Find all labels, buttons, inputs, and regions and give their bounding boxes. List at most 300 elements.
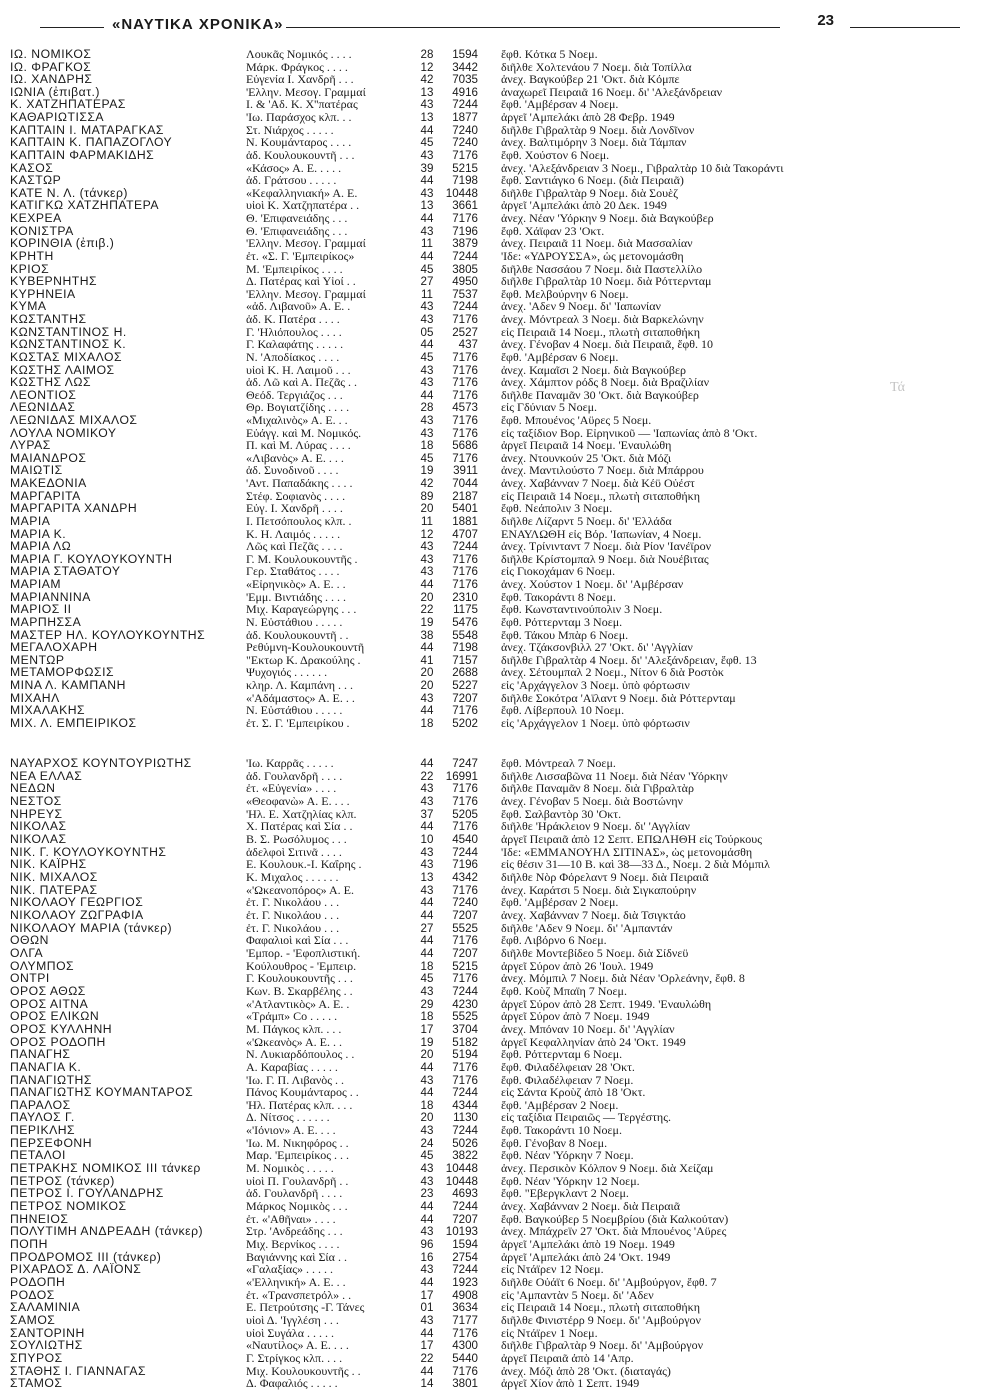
ship-tonnage: 7176 (452, 578, 478, 592)
ship-tonnage: 7244 (452, 1124, 478, 1138)
ship-tonnage: 2527 (452, 325, 478, 339)
ship-status: διῆλθε Φινιστέρρ 9 Νοεμ. δι' 'Αμβούργον (501, 1314, 701, 1328)
ship-status: ἔφθ. Ρόττερνταμ 3 Νοεμ. (501, 615, 623, 629)
ship-row (0, 288, 1000, 301)
ship-year: 44 (420, 641, 434, 655)
ship-tonnage: 7035 (452, 73, 478, 87)
ship-status: ἀνεχ. 'Αδεν 9 Νοεμ. δι' 'Ιαπωνίαν (501, 300, 661, 314)
ship-owner: «Ναυτίλος» Α. Ε. . . . (246, 1339, 349, 1353)
page-header (40, 10, 960, 36)
ship-name: ΜΑΡΙΑ Γ. ΚΟΥΛΟΥΚΟΥΝΤΗ (10, 552, 173, 566)
ship-row (0, 452, 1000, 465)
ship-owner: 'Ιω. Μ. Νικηφόρος . . (246, 1136, 349, 1150)
ship-name: ΝΙΚΟΛΑΣ (10, 832, 67, 846)
ship-year: 18 (420, 959, 434, 973)
ship-year: 16 (420, 1250, 434, 1264)
ship-status: ἀνεχ. Μόζι ἀπὸ 28 'Οκτ. (διαταγάς) (501, 1364, 671, 1378)
ship-tonnage: 7240 (452, 896, 478, 910)
ship-year: 44 (420, 338, 434, 352)
ship-status: ἔφθ. Λιβόρνο 6 Νοεμ. (501, 934, 607, 948)
ship-row (0, 1301, 1000, 1314)
ship-row (0, 1187, 1000, 1200)
ship-status: ἔφθ. Νέαν 'Υόρκην 7 Νοεμ. (501, 1149, 634, 1163)
ship-tonnage: 7196 (452, 224, 478, 238)
ship-name: ΠΟΠΗ (10, 1238, 48, 1252)
ship-year: 17 (420, 1339, 434, 1353)
ship-owner: Στ. Νιάρχος . . . . . (246, 123, 334, 137)
ship-name: ΚΩΝΣΤΑΝΤΙΝΟΣ Κ. (10, 338, 127, 352)
ship-tonnage: 7207 (452, 691, 478, 705)
ship-owner: «'Ωκεανοπόρος» Α. Ε. (246, 883, 355, 897)
ship-tonnage: 7247 (452, 757, 478, 770)
ship-tonnage: 1923 (452, 1276, 478, 1290)
bleed-through-text: Τά (890, 380, 905, 395)
ship-row (0, 86, 1000, 99)
ship-tonnage: 7176 (452, 350, 478, 364)
ship-owner: «Κεφαλληνιακή» Α. Ε. (246, 186, 358, 200)
ship-status: ἀνεχ. Καράτσι 5 Νοεμ. διὰ Σιγκαπούρην (501, 883, 697, 897)
ship-year: 43 (420, 565, 434, 579)
ship-year: 12 (420, 527, 434, 541)
ship-row (0, 1200, 1000, 1213)
ship-owner: 'Εμμ. Βιντιάδης . . . . (246, 590, 347, 604)
ship-year: 45 (420, 262, 434, 276)
ship-tonnage: 4540 (452, 832, 478, 846)
ship-status: ἀνεχ. Περσικὸν Κόλπον 9 Νοεμ. διὰ Χείζαμ (501, 1162, 714, 1176)
ship-status: ἔφθ. Ρόττερνταμ 6 Νοεμ. (501, 1048, 623, 1062)
ship-owner: Μιχ. Καραγεώργης . . . (246, 603, 357, 617)
ship-row (0, 351, 1000, 364)
ship-status: διῆλθε Νὸρ Φόρελαντ 9 Νοεμ. διὰ Πειραιᾶ (501, 870, 709, 884)
ship-tonnage: 5205 (452, 807, 478, 821)
ship-year: 43 (420, 794, 434, 808)
ship-tonnage: 4300 (452, 1339, 478, 1353)
ship-year: 96 (420, 1238, 434, 1252)
ship-year: 43 (420, 691, 434, 705)
ship-status: ἀνεχ. Χαβάνναν 7 Νοεμ. διὰ Κέϋ Οὐέστ (501, 477, 695, 491)
ship-owner: Μ. 'Εμπειρίκος . . . . (246, 262, 343, 276)
ship-owner: Γ. Μ. Κουλουκουντῆς . (246, 552, 358, 566)
ship-row (0, 1099, 1000, 1112)
ship-owner: ἀδ. Λῶ καὶ Α. Πεζᾶς . . (246, 376, 358, 390)
ship-owner: Ε. Κουλουκ.-Ι. Καΐρης . (246, 858, 362, 872)
ship-status: ἔφθ. Μελβούρνην 6 Νοεμ. (501, 287, 629, 301)
ship-year: 44 (420, 1326, 434, 1340)
ship-row (0, 1263, 1000, 1276)
ship-tonnage: 5525 (452, 1010, 478, 1024)
ship-owner: Κων. Β. Σκαρβέλης . . (246, 984, 353, 998)
ship-status: ἔφθ. Φιλαδέλφειαν 7 Νοεμ. (501, 1073, 634, 1087)
ship-status: ἀνεχ. Μόντρεαλ 3 Νοεμ. διὰ Βαρκελώνην (501, 313, 704, 327)
ship-name: ΝΕΣΤΟΣ (10, 794, 62, 808)
ship-name: ΚΩΣΤΗΣ ΛΑΙΜΟΣ (10, 363, 115, 377)
ship-tonnage: 7176 (452, 1326, 478, 1340)
ship-status: ἀνεχ. Τζάκσονβιλλ 27 'Οκτ. δι' 'Αγγλίαν (501, 641, 693, 655)
ship-owner: 'Εμπορ. - 'Εφοπλιστική. (246, 946, 361, 960)
ship-owner: Θ. 'Επιφανειάδης . . . (246, 212, 348, 226)
ship-status: ἀνεχ. Χάμπτον ρόδς 8 Νοεμ. διὰ Βραζιλίαν (501, 376, 710, 390)
ship-tonnage: 7176 (452, 934, 478, 948)
ship-year: 29 (420, 997, 434, 1011)
ship-tonnage: 7176 (452, 413, 478, 427)
ship-status: ἀνεχ. Βαγκούβερ 21 'Οκτ. διὰ Κόμπε (501, 73, 680, 87)
header-rule-middle (286, 27, 780, 28)
ship-name: ΝΙΚ. ΚΑΪΡΗΣ (10, 858, 87, 872)
ship-year: 14 (420, 1377, 434, 1390)
ship-name: ΠΕΤΡΟΣ Ι. ΓΟΥΛΑΝΔΡΗΣ (10, 1187, 164, 1201)
ship-tonnage: 5215 (452, 959, 478, 973)
ship-tonnage: 7244 (452, 540, 478, 554)
ship-row (0, 540, 1000, 553)
ship-tonnage: 7176 (452, 552, 478, 566)
ship-row (0, 1149, 1000, 1162)
ship-tonnage: 5476 (452, 615, 478, 629)
ship-status: 'Ιδε: «ΕΜΜΑΝΟΥΗΛ ΣΙΤΙΝΑΣ», ὡς μετονομάσθη (501, 845, 753, 859)
ship-name: ΠΕΡΙΚΛΗΣ (10, 1124, 76, 1138)
ship-row (0, 1339, 1000, 1352)
ship-year: 38 (420, 628, 434, 642)
ship-tonnage: 5182 (452, 1035, 478, 1049)
ship-name: ΠΡΟΔΡΟΜΟΣ ΙΙΙ (τάνκερ) (10, 1250, 162, 1264)
ship-status: ἔφθ. Φιλαδέλφειαν 28 'Οκτ. (501, 1060, 635, 1074)
ship-tonnage: 1594 (452, 1238, 478, 1252)
ship-status: ἔφθ. Τακοράντι 10 Νοεμ. (501, 1124, 622, 1138)
ship-name: ΜΑΡΠΗΣΣΑ (10, 615, 82, 629)
ship-status: ἔφθ. Τακοράντι 8 Νοεμ. (501, 590, 616, 604)
ship-tonnage: 5440 (452, 1352, 478, 1366)
ship-name: ΠΑΝΑΓΙΑ Κ. (10, 1060, 82, 1074)
ship-row (0, 427, 1000, 440)
ship-row (0, 1238, 1000, 1251)
ship-owner: 'Ελλην. Μεσογ. Γραμμαί (246, 237, 366, 251)
ship-status: εἰς ταξίδιον Βορ. Εἰρηνικοῦ — 'Ιαπωνίας ἀπὸ 8 'Οκτ. (501, 426, 758, 440)
ship-name: ΚΡΙΟΣ (10, 262, 50, 276)
ship-row (0, 199, 1000, 212)
ship-name: ΚΑΣΟΣ (10, 161, 54, 175)
ship-year: 11 (420, 287, 434, 301)
ship-status: ἀργεῖ Σύρον ἀπὸ 28 Σεπτ. 1949. 'Εναυλώθη (501, 997, 712, 1011)
ship-row (0, 578, 1000, 591)
ship-tonnage: 7537 (452, 287, 478, 301)
ship-year: 43 (420, 1314, 434, 1328)
ship-owner: ἀδ. Γουλανδρῆ . . . . (246, 1187, 343, 1201)
ship-status: εἰς Ντάϊρεν 1 Νοεμ. (501, 1326, 598, 1340)
ship-name: ΣΟΥΛΙΩΤΗΣ (10, 1339, 83, 1353)
ship-row (0, 98, 1000, 111)
ship-row (0, 947, 1000, 960)
ship-name: ΠΑΝΑΓΙΩΤΗΣ (10, 1073, 92, 1087)
ship-row (0, 1365, 1000, 1378)
ship-tonnage: 1594 (452, 48, 478, 61)
ship-name: ΜΑΙΑΝΔΡΟΣ (10, 451, 87, 465)
ship-year: 45 (420, 451, 434, 465)
ship-name: ΚΑΤΕ Ν. Λ. (τάνκερ) (10, 186, 128, 200)
ship-owner: Βαγιάννης καὶ Σία . . (246, 1250, 347, 1264)
ship-row (0, 1327, 1000, 1340)
ship-status: ἀνεχ. Βαλτιμόρην 3 Νοεμ. διὰ Τάμπαν (501, 136, 687, 150)
ship-status: ἀνεχ. Μπόναν 10 Νοεμ. δι' 'Αγγλίαν (501, 1022, 675, 1036)
ship-status: ἀργεῖ Σύρον ἀπὸ 7 Νοεμ. 1949 (501, 1010, 650, 1024)
ship-year: 28 (420, 48, 434, 61)
ship-status: διῆλθε Μοντεβίδεο 5 Νοεμ. διὰ Σίδνεϋ (501, 946, 689, 960)
ship-year: 43 (420, 376, 434, 390)
ship-status: εἰς 'Αρχάγγελον 3 Νοεμ. ὑπὸ φόρτωσιν (501, 679, 690, 692)
ship-row (0, 149, 1000, 162)
ship-tonnage: 3634 (452, 1301, 478, 1315)
ship-owner: Μιχ. Βερνίκος . . . . (246, 1238, 340, 1252)
ship-year: 43 (420, 1225, 434, 1239)
ship-year: 44 (420, 249, 434, 263)
ship-row (0, 704, 1000, 717)
ship-year: 43 (420, 1263, 434, 1277)
ship-name: ΛΥΡΑΣ (10, 439, 51, 453)
ship-year: 44 (420, 174, 434, 188)
ship-status: ἔφθ. 'Αμβέρσαν 4 Νοεμ. (501, 98, 619, 112)
ship-year: 45 (420, 1149, 434, 1163)
ship-year: 43 (420, 782, 434, 796)
ship-year: 19 (420, 615, 434, 629)
ship-owner: Φαφαλιοὶ καὶ Σία . . . (246, 934, 349, 948)
ship-name: ΟΝΤΡΙ (10, 972, 50, 986)
header-rule-left (40, 27, 104, 28)
ship-row (0, 858, 1000, 871)
ship-name: ΚΕΧΡΕΑ (10, 212, 62, 226)
ship-owner: Χ. Πατέρας καὶ Σία . . (246, 820, 353, 834)
ship-tonnage: 7244 (452, 1200, 478, 1214)
publication-title: «ΝΑΥΤΙΚΑ ΧΡΟΝΙΚΑ» (112, 16, 284, 33)
ship-year: 43 (420, 1162, 434, 1176)
ship-status: ἀργεῖ 'Αμπελάκι ἀπὸ 24 'Οκτ. 1949 (501, 1250, 671, 1264)
ship-owner: Μάρκος Νομικὸς . . . (246, 1200, 348, 1214)
ship-row (0, 833, 1000, 846)
ship-owner: «Γαλαξίας» . . . . . (246, 1263, 333, 1277)
ship-year: 22 (420, 603, 434, 617)
ship-owner: Εὐάγγ. καὶ Μ. Νομικός. (246, 426, 362, 440)
ship-name: ΝΙΚΟΛΑΟΥ ΖΩΓΡΑΦΙΑ (10, 908, 144, 922)
ship-owner: ἀδ. Κουλουκουντῆ . . (246, 628, 349, 642)
ship-owner: Μιχ. Κουλουκουντῆς . . (246, 1364, 361, 1378)
ship-name: ΝΕΔΩΝ (10, 782, 56, 796)
ship-owner: Γ. 'Ηλιόπουλος . . . . (246, 325, 342, 339)
ship-status: εἰς Ντάϊρεν 12 Νοεμ. (501, 1263, 604, 1277)
ship-owner: «'Αδάμαστος» Α. Ε. . . (246, 691, 355, 705)
ship-year: 44 (420, 934, 434, 948)
ship-year: 43 (420, 984, 434, 998)
ship-year: 43 (420, 883, 434, 897)
ship-name: ΣΑΛΑΜΙΝΙΑ (10, 1301, 81, 1315)
ship-name: ΜΑΚΕΔΟΝΙΑ (10, 477, 87, 491)
ship-name: ΚΑΤΙΓΚΩ ΧΑΤΖΗΠΑΤΕΡΑ (10, 199, 160, 213)
ship-year: 43 (420, 1073, 434, 1087)
ship-name: ΛΕΟΝΤΙΟΣ (10, 388, 77, 402)
ship-year: 44 (420, 908, 434, 922)
ship-row (0, 896, 1000, 909)
ship-year: 17 (420, 1022, 434, 1036)
ship-status: ἀργεῖ Σύρον ἀπὸ 26 'Ιουλ. 1949 (501, 959, 654, 973)
ship-year: 01 (420, 1301, 434, 1315)
ship-name: ΚΥΜΑ (10, 300, 47, 314)
ship-tonnage: 5401 (452, 502, 478, 516)
ship-year: 44 (420, 1276, 434, 1290)
ship-status: εἰς Πειραιᾶ 14 Νοεμ., πλωτὴ σιταποθήκη (501, 1301, 700, 1315)
ship-name: ΟΡΟΣ ΡΟΔΟΠΗ (10, 1035, 106, 1049)
ship-year: 43 (420, 1174, 434, 1188)
ship-owner: ἐτ. «'Αθῆναι» . . . . (246, 1212, 336, 1226)
ship-row (0, 808, 1000, 821)
ship-name: ΝΙΚΟΛΑΟΥ ΜΑΡΙΑ (τάνκερ) (10, 921, 173, 935)
ship-name: ΜΙΝΑ Λ. ΚΑΜΠΑΝΗ (10, 679, 126, 692)
ship-row (0, 960, 1000, 973)
ship-year: 43 (420, 363, 434, 377)
ship-row (0, 757, 1000, 770)
ship-owner: 'Ηλ. Ε. Χατζηλίας κλπ. (246, 807, 357, 821)
ship-row (0, 111, 1000, 124)
ship-status: διῆλθε Λίζαρντ 5 Νοεμ. δι' 'Ελλάδα (501, 514, 672, 528)
ship-name: ΜΕΤΑΜΟΡΦΩΣΙΣ (10, 666, 114, 680)
ship-status: ἔφθ. "Εβεργκλαντ 2 Νοεμ. (501, 1187, 629, 1201)
ship-owner: «Λιβανὸς» Α. Ε. . . . (246, 451, 344, 465)
ship-row (0, 629, 1000, 642)
ship-name: ΛΕΩΝΙΔΑΣ ΜΙΧΑΛΟΣ (10, 413, 138, 427)
ship-name: ΟΡΟΣ ΚΥΛΛΗΝΗ (10, 1022, 113, 1036)
ship-owner: Στέφ. Σοφιανὸς . . . . (246, 489, 346, 503)
ship-owner: 'Ελλην. Μεσογ. Γραμμαί (246, 85, 366, 99)
ship-row (0, 1213, 1000, 1226)
ship-name: ΠΟΛΥΤΙΜΗ ΑΝΔΡΕΑΔΗ (τάνκερ) (10, 1225, 204, 1239)
ship-name: ΙΩΝΙΑ (ἐπιβατ.) (10, 85, 100, 99)
ship-year: 27 (420, 275, 434, 289)
ship-row (0, 313, 1000, 326)
ship-status: εἰς θέσιν 31—10 Β. καὶ 38—33 Δ., Νοεμ. 2 διὰ Μόμπιλ (501, 858, 770, 872)
ship-tonnage: 7176 (452, 1060, 478, 1074)
header-rule-right (850, 27, 960, 28)
ship-name: ΚΑΠΤΑΙΝ ΦΑΡΜΑΚΙΔΗΣ (10, 148, 155, 162)
ship-name: ΠΕΤΡΟΣ (τάνκερ) (10, 1174, 115, 1188)
ship-row (0, 477, 1000, 490)
ship-year: 11 (420, 514, 434, 528)
ship-tonnage: 7244 (452, 984, 478, 998)
ship-name: ΣΤΑΜΟΣ (10, 1377, 63, 1390)
ship-status: εἰς Γδύνιαν 5 Νοεμ. (501, 401, 598, 415)
ship-year: 18 (420, 716, 434, 730)
ship-owner: ἀδ. Κουλουκουντῆ . . . (246, 148, 355, 162)
ship-row (0, 73, 1000, 86)
ship-year: 20 (420, 1048, 434, 1062)
ship-owner: Ν. 'Αποδίακος . . . . (246, 350, 340, 364)
ship-year: 44 (420, 578, 434, 592)
ship-year: 43 (420, 300, 434, 314)
ship-year: 44 (420, 1060, 434, 1074)
ship-owner: Θρ. Βογιατζίδης . . . . (246, 401, 350, 415)
ship-year: 44 (420, 212, 434, 226)
ship-name: ΙΩ. ΦΡΑΓΚΟΣ (10, 60, 92, 74)
ship-row (0, 515, 1000, 528)
ship-status: ἔφθ. Νεάπολιν 3 Νοεμ. (501, 502, 613, 516)
ship-row (0, 616, 1000, 629)
ship-row (0, 237, 1000, 250)
ship-name: ΛΕΩΝΙΔΑΣ (10, 401, 76, 415)
ship-year: 44 (420, 757, 434, 770)
ship-name: ΠΕΤΑΛΟΙ (10, 1149, 66, 1163)
ship-row (0, 1023, 1000, 1036)
ship-status: διῆλθε Σοκότρα 'Αϊλαντ 9 Νοεμ. διὰ Ρόττερνταμ (501, 691, 736, 705)
ship-year: 43 (420, 540, 434, 554)
ship-tonnage: 5026 (452, 1136, 478, 1150)
ship-owner: υἱοὶ Συγάλα . . . . . (246, 1326, 335, 1340)
ship-tonnage: 7176 (452, 883, 478, 897)
ship-year: 89 (420, 489, 434, 503)
ship-year: 44 (420, 1086, 434, 1100)
ship-name: ΟΛΥΜΠΟΣ (10, 959, 75, 973)
ship-tonnage: 1130 (453, 1111, 478, 1125)
ship-owner: Θ. 'Επιφανειάδης . . . (246, 224, 348, 238)
ship-status: ἔφθ. 'Αμβέρσαν 2 Νοεμ. (501, 896, 619, 910)
ship-tonnage: 16991 (445, 769, 478, 783)
ship-tonnage: 7044 (452, 477, 478, 491)
ship-name: ΜΑΙΩΤΙΣ (10, 464, 63, 478)
ship-row (0, 326, 1000, 339)
ship-status: ἀργεῖ 'Αμπελάκι ἀπὸ 20 Δεκ. 1949 (501, 199, 667, 213)
ship-tonnage: 4916 (452, 85, 478, 99)
ship-row (0, 300, 1000, 313)
ship-status: ἔφθ. Λίβερπουλ 10 Νοεμ. (501, 704, 625, 718)
ship-owner: Γ. Στρίγκος κλπ. . . . (246, 1352, 343, 1366)
ship-tonnage: 4707 (452, 527, 478, 541)
ship-owner: Γερ. Σταθάτος . . . . (246, 565, 340, 579)
ship-row (0, 174, 1000, 187)
ship-row (0, 1377, 1000, 1390)
ship-status: ἔφθ. 'Αμβέρσαν 2 Νοεμ. (501, 1098, 619, 1112)
ship-tonnage: 7244 (452, 300, 478, 314)
ship-row (0, 401, 1000, 414)
ship-owner: ἀδ. Γράτσου . . . . . (246, 174, 337, 188)
ship-row (0, 1036, 1000, 1049)
ship-owner: Ν. Λυκιαρδόπουλος . . (246, 1048, 355, 1062)
ship-tonnage: 3442 (452, 60, 478, 74)
ship-tonnage: 4344 (452, 1098, 478, 1112)
ship-owner: 'Ιω. Καρρᾶς . . . . . (246, 757, 334, 770)
ship-row (0, 439, 1000, 452)
ship-row (0, 679, 1000, 692)
ship-year: 22 (420, 1352, 434, 1366)
ship-row (0, 1162, 1000, 1175)
ship-owner: Π. καὶ Μ. Λύρας . . . . (246, 439, 351, 453)
ship-year: 20 (420, 666, 434, 680)
ship-status: εἰς ταξίδια Πειραιῶς — Τεργέστης. (501, 1111, 671, 1125)
ship-name: ΛΟΥΛΑ ΝΟΜΙΚΟΥ (10, 426, 117, 440)
ship-tonnage: 5548 (452, 628, 478, 642)
ship-tonnage: 7240 (452, 136, 478, 150)
ship-status: ἔφθ. Κοὺζ Μπαϊη 7 Νοεμ. (501, 984, 627, 998)
ship-status: διῆλθε Λισσαβῶνα 11 Νοεμ. διὰ Νέαν 'Υόρκην (501, 769, 728, 783)
ship-owner: Β. Σ. Ρωσόλυμος . . . (246, 832, 347, 846)
ship-row (0, 225, 1000, 238)
ship-row (0, 1086, 1000, 1099)
ship-year: 43 (420, 426, 434, 440)
ship-row (0, 61, 1000, 74)
ship-status: ἀναχωρεῖ Πειραιᾶ 16 Νοεμ. δι' 'Αλεξάνδρειαν (501, 85, 723, 99)
ship-owner: Γ. Καλαφάτης . . . . . (246, 338, 344, 352)
ship-status: ἔφθ. Νέαν 'Υόρκην 12 Νοεμ. (501, 1174, 640, 1188)
ship-year: 43 (420, 413, 434, 427)
ship-status: διῆλθε Νασσάου 7 Νοεμ. διὰ Παστελλίλο (501, 262, 703, 276)
ship-year: 39 (420, 161, 434, 175)
ship-row (0, 275, 1000, 288)
ship-name: ΜΑΣΤΕΡ ΗΛ. ΚΟΥΛΟΥΚΟΥΝΤΗΣ (10, 628, 206, 642)
ship-tonnage: 7198 (452, 641, 478, 655)
ship-status: ἀνεχ. Χαβάνναν 7 Νοεμ. διὰ Τσιγκτάο (501, 908, 686, 922)
ship-tonnage: 2310 (452, 590, 478, 604)
